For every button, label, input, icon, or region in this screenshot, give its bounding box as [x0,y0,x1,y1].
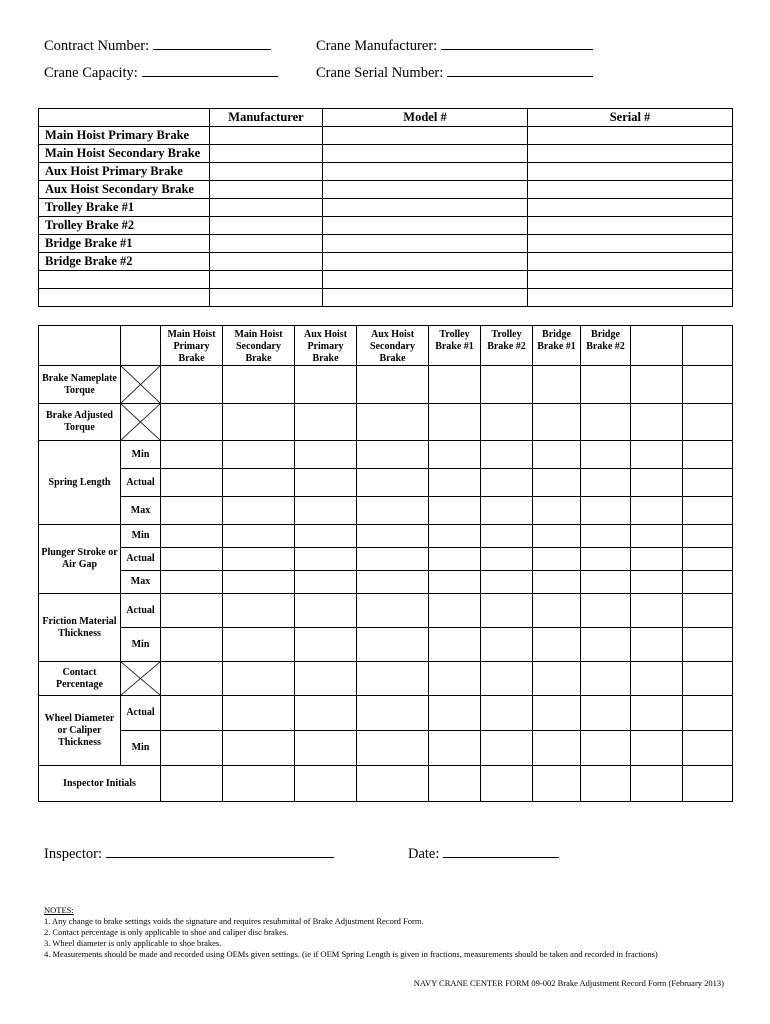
table-row [39,271,733,289]
brake-name-cell [39,271,210,289]
entry-cell[interactable] [357,662,429,696]
entry-cell[interactable] [323,217,528,235]
entry-cell[interactable] [161,766,223,802]
entry-cell[interactable] [533,662,581,696]
entry-cell[interactable] [581,628,631,662]
entry-cell[interactable] [683,662,733,696]
crane-serial-number-field [316,62,593,82]
entry-cell[interactable] [223,731,295,766]
entry-cell[interactable] [581,731,631,766]
entry-cell[interactable] [161,571,223,594]
entry-cell[interactable] [481,548,533,571]
entry-cell[interactable] [631,525,683,548]
date-label: Date: [408,846,440,862]
entry-cell[interactable] [161,525,223,548]
entry-cell[interactable] [429,366,481,404]
actual-label: Actual [121,594,161,628]
crossed-out-cell [121,366,161,404]
col-bridge-brake-1: Bridge Brake #1 [533,326,581,366]
entry-cell[interactable] [481,469,533,497]
entry-cell[interactable] [631,366,683,404]
entry-cell[interactable] [581,662,631,696]
entry-cell[interactable] [223,441,295,469]
entry-cell[interactable] [323,271,528,289]
table-row [39,571,733,594]
entry-cell[interactable] [683,404,733,441]
entry-cell[interactable] [323,235,528,253]
entry-cell[interactable] [223,548,295,571]
entry-cell[interactable] [429,766,481,802]
crane-manufacturer-label: Crane Manufacturer: [316,38,438,54]
min-label: Min [121,628,161,662]
entry-cell[interactable] [323,181,528,199]
entry-cell[interactable] [429,594,481,628]
entry-cell[interactable] [528,181,733,199]
entry-cell[interactable] [481,366,533,404]
entry-cell[interactable] [528,217,733,235]
entry-cell[interactable] [323,199,528,217]
entry-cell[interactable] [533,525,581,548]
entry-cell[interactable] [223,366,295,404]
entry-cell[interactable] [223,594,295,628]
brake-name-cell: Aux Hoist Primary Brake [39,163,210,181]
table-row [39,217,733,235]
entry-cell[interactable] [581,766,631,802]
table-row [39,404,733,441]
actual-label: Actual [121,548,161,571]
entry-cell[interactable] [210,253,323,271]
entry-cell[interactable] [295,469,357,497]
min-label: Min [121,731,161,766]
entry-cell[interactable] [210,145,323,163]
entry-cell[interactable] [533,766,581,802]
entry-cell[interactable] [223,571,295,594]
date-field [408,843,559,863]
entry-cell[interactable] [323,145,528,163]
entry-cell[interactable] [223,525,295,548]
brake-name-cell: Trolley Brake #1 [39,199,210,217]
entry-cell[interactable] [528,271,733,289]
entry-cell[interactable] [533,404,581,441]
inspector-initials-label: Inspector Initials [39,766,161,802]
entry-cell[interactable] [631,404,683,441]
entry-cell[interactable] [533,548,581,571]
entry-cell[interactable] [528,253,733,271]
entry-cell[interactable] [533,696,581,731]
col-main-hoist-secondary: Main Hoist Secondary Brake [223,326,295,366]
entry-cell[interactable] [210,199,323,217]
entry-cell[interactable] [295,662,357,696]
entry-cell[interactable] [161,696,223,731]
table-row [39,548,733,571]
entry-cell[interactable] [357,404,429,441]
entry-cell[interactable] [481,696,533,731]
entry-cell[interactable] [631,662,683,696]
entry-cell[interactable] [429,731,481,766]
table-row [39,469,733,497]
entry-cell[interactable] [631,696,683,731]
table-row [39,497,733,525]
entry-cell[interactable] [323,163,528,181]
model-header: Model # [323,109,528,127]
entry-cell[interactable] [357,441,429,469]
entry-cell[interactable] [631,548,683,571]
table-row [39,253,733,271]
table-header-row [39,326,733,366]
entry-cell[interactable] [210,163,323,181]
blank-header-cell [121,326,161,366]
entry-cell[interactable] [210,181,323,199]
max-label: Max [121,571,161,594]
entry-cell[interactable] [481,404,533,441]
entry-cell[interactable] [210,127,323,145]
entry-cell[interactable] [631,766,683,802]
entry-cell[interactable] [295,366,357,404]
entry-cell[interactable] [683,366,733,404]
serial-header: Serial # [528,109,733,127]
entry-cell[interactable] [429,497,481,525]
table-row [39,127,733,145]
brake-name-cell: Bridge Brake #1 [39,235,210,253]
entry-cell[interactable] [683,696,733,731]
entry-cell[interactable] [223,696,295,731]
entry-cell[interactable] [223,497,295,525]
cross-icon [121,366,160,403]
entry-cell[interactable] [533,366,581,404]
cross-icon [121,662,160,695]
entry-cell[interactable] [683,525,733,548]
crane-serial-number-line[interactable] [447,62,593,77]
entry-cell[interactable] [357,525,429,548]
entry-cell[interactable] [581,696,631,731]
entry-cell[interactable] [683,548,733,571]
entry-cell[interactable] [357,696,429,731]
max-label: Max [121,497,161,525]
entry-cell[interactable] [631,571,683,594]
table-row [39,235,733,253]
entry-cell[interactable] [481,571,533,594]
entry-cell[interactable] [161,628,223,662]
contact-percentage-label: Contact Percentage [39,662,121,696]
table-row [39,163,733,181]
entry-cell[interactable] [323,289,528,307]
entry-cell[interactable] [533,469,581,497]
table-row [39,181,733,199]
entry-cell[interactable] [223,628,295,662]
form-footer: NAVY CRANE CENTER FORM 09-002 Brake Adjustment Record Form (February 2013) [413,978,724,988]
table-row [39,366,733,404]
crane-serial-number-label: Crane Serial Number: [316,65,444,81]
notes-title: NOTES: [44,905,74,915]
entry-cell[interactable] [357,548,429,571]
entry-cell[interactable] [161,594,223,628]
entry-cell[interactable] [528,199,733,217]
entry-cell[interactable] [295,571,357,594]
entry-cell[interactable] [223,662,295,696]
entry-cell[interactable] [210,271,323,289]
spring-length-label: Spring Length [39,441,121,525]
contract-number-field [44,35,271,55]
note-item: 4. Measurements should be made and recorded using OEMs given settings. (ie if OEM Spring Length is given in fractions, measurements should be taken and recorded in fractions) [44,949,658,959]
entry-cell[interactable] [581,571,631,594]
entry-cell[interactable] [357,594,429,628]
contract-number-line[interactable] [153,35,271,50]
entry-cell[interactable] [683,469,733,497]
crane-capacity-label: Crane Capacity: [44,65,138,81]
col-blank-1 [631,326,683,366]
table-row [39,199,733,217]
min-label: Min [121,525,161,548]
entry-cell[interactable] [429,525,481,548]
entry-cell[interactable] [481,525,533,548]
contract-number-label: Contract Number: [44,38,150,54]
entry-cell[interactable] [631,497,683,525]
entry-cell[interactable] [295,441,357,469]
entry-cell[interactable] [481,731,533,766]
entry-cell[interactable] [429,571,481,594]
brake-name-cell: Bridge Brake #2 [39,253,210,271]
entry-cell[interactable] [161,497,223,525]
entry-cell[interactable] [533,441,581,469]
plunger-stroke-label: Plunger Stroke or Air Gap [39,525,121,594]
note-item: 2. Contact percentage is only applicable to shoe and caliper disc brakes. [44,927,289,937]
adjusted-torque-label: Brake Adjusted Torque [39,404,121,441]
wheel-diameter-label: Wheel Diameter or Caliper Thickness [39,696,121,766]
entry-cell[interactable] [429,662,481,696]
entry-cell[interactable] [429,441,481,469]
entry-cell[interactable] [295,731,357,766]
col-trolley-brake-1: Trolley Brake #1 [429,326,481,366]
entry-cell[interactable] [161,662,223,696]
manufacturer-header: Manufacturer [210,109,323,127]
entry-cell[interactable] [683,441,733,469]
entry-cell[interactable] [481,497,533,525]
entry-cell[interactable] [533,497,581,525]
inspector-field [44,843,334,863]
brake-name-cell: Main Hoist Secondary Brake [39,145,210,163]
entry-cell[interactable] [161,548,223,571]
date-line[interactable] [443,843,559,858]
entry-cell[interactable] [481,628,533,662]
entry-cell[interactable] [295,404,357,441]
entry-cell[interactable] [357,766,429,802]
entry-cell[interactable] [429,469,481,497]
col-bridge-brake-2: Bridge Brake #2 [581,326,631,366]
entry-cell[interactable] [528,289,733,307]
entry-cell[interactable] [323,127,528,145]
entry-cell[interactable] [210,235,323,253]
entry-cell[interactable] [161,404,223,441]
entry-cell[interactable] [161,366,223,404]
table-row [39,594,733,628]
entry-cell[interactable] [581,497,631,525]
crane-capacity-line[interactable] [142,62,278,77]
entry-cell[interactable] [429,696,481,731]
entry-cell[interactable] [357,628,429,662]
table-row [39,525,733,548]
entry-cell[interactable] [357,366,429,404]
crossed-out-cell [121,404,161,441]
blank-header-cell [39,326,121,366]
brake-name-cell: Main Hoist Primary Brake [39,127,210,145]
entry-cell[interactable] [223,469,295,497]
entry-cell[interactable] [581,548,631,571]
entry-cell[interactable] [429,628,481,662]
entry-cell[interactable] [581,525,631,548]
col-blank-2 [683,326,733,366]
entry-cell[interactable] [357,571,429,594]
entry-cell[interactable] [357,497,429,525]
notes-section [44,905,658,960]
table-row [39,628,733,662]
brake-name-cell: Trolley Brake #2 [39,217,210,235]
brake-name-cell: Aux Hoist Secondary Brake [39,181,210,199]
entry-cell[interactable] [581,404,631,441]
entry-cell[interactable] [683,497,733,525]
entry-cell[interactable] [631,469,683,497]
entry-cell[interactable] [683,594,733,628]
entry-cell[interactable] [161,731,223,766]
entry-cell[interactable] [481,662,533,696]
entry-cell[interactable] [429,404,481,441]
entry-cell[interactable] [631,594,683,628]
entry-cell[interactable] [631,628,683,662]
entry-cell[interactable] [528,235,733,253]
entry-cell[interactable] [528,163,733,181]
entry-cell[interactable] [429,548,481,571]
nameplate-torque-label: Brake Nameplate Torque [39,366,121,404]
entry-cell[interactable] [295,628,357,662]
actual-label: Actual [121,696,161,731]
brake-identification-table [38,108,733,307]
table-row [39,731,733,766]
entry-cell[interactable] [528,145,733,163]
table-row [39,441,733,469]
entry-cell[interactable] [481,441,533,469]
entry-cell[interactable] [683,766,733,802]
friction-material-label: Friction Material Thickness [39,594,121,662]
table-row [39,696,733,731]
entry-cell[interactable] [631,441,683,469]
entry-cell[interactable] [683,628,733,662]
note-item: 3. Wheel diameter is only applicable to shoe brakes. [44,938,222,948]
table-header-row [39,109,733,127]
blank-header-cell [39,109,210,127]
table-row [39,766,733,802]
entry-cell[interactable] [528,127,733,145]
table-row [39,145,733,163]
entry-cell[interactable] [295,548,357,571]
entry-cell[interactable] [533,731,581,766]
entry-cell[interactable] [481,594,533,628]
min-label: Min [121,441,161,469]
entry-cell[interactable] [683,731,733,766]
entry-cell[interactable] [581,594,631,628]
entry-cell[interactable] [481,766,533,802]
crane-manufacturer-field [316,35,593,55]
entry-cell[interactable] [357,731,429,766]
entry-cell[interactable] [581,441,631,469]
col-main-hoist-primary: Main Hoist Primary Brake [161,326,223,366]
entry-cell[interactable] [533,628,581,662]
entry-cell[interactable] [533,594,581,628]
entry-cell[interactable] [581,469,631,497]
entry-cell[interactable] [533,571,581,594]
actual-label: Actual [121,469,161,497]
brake-adjustment-table [38,325,733,802]
entry-cell[interactable] [161,441,223,469]
entry-cell[interactable] [223,766,295,802]
entry-cell[interactable] [631,731,683,766]
col-aux-hoist-primary: Aux Hoist Primary Brake [295,326,357,366]
note-item: 1. Any change to brake settings voids the signature and requires resubmittal of Brake Adjustment Record Form. [44,916,424,926]
entry-cell[interactable] [210,217,323,235]
cross-icon [121,404,160,440]
inspector-line[interactable] [106,843,334,858]
entry-cell[interactable] [357,469,429,497]
entry-cell[interactable] [295,594,357,628]
table-row [39,662,733,696]
entry-cell[interactable] [223,404,295,441]
brake-name-cell [39,289,210,307]
entry-cell[interactable] [295,766,357,802]
entry-cell[interactable] [295,696,357,731]
col-aux-hoist-secondary: Aux Hoist Secondary Brake [357,326,429,366]
entry-cell[interactable] [581,366,631,404]
entry-cell[interactable] [210,289,323,307]
inspector-label: Inspector: [44,846,102,862]
entry-cell[interactable] [683,571,733,594]
col-trolley-brake-2: Trolley Brake #2 [481,326,533,366]
crossed-out-cell [121,662,161,696]
entry-cell[interactable] [161,469,223,497]
crane-capacity-field [44,62,278,82]
crane-manufacturer-line[interactable] [441,35,593,50]
entry-cell[interactable] [295,525,357,548]
table-row [39,289,733,307]
entry-cell[interactable] [295,497,357,525]
entry-cell[interactable] [323,253,528,271]
